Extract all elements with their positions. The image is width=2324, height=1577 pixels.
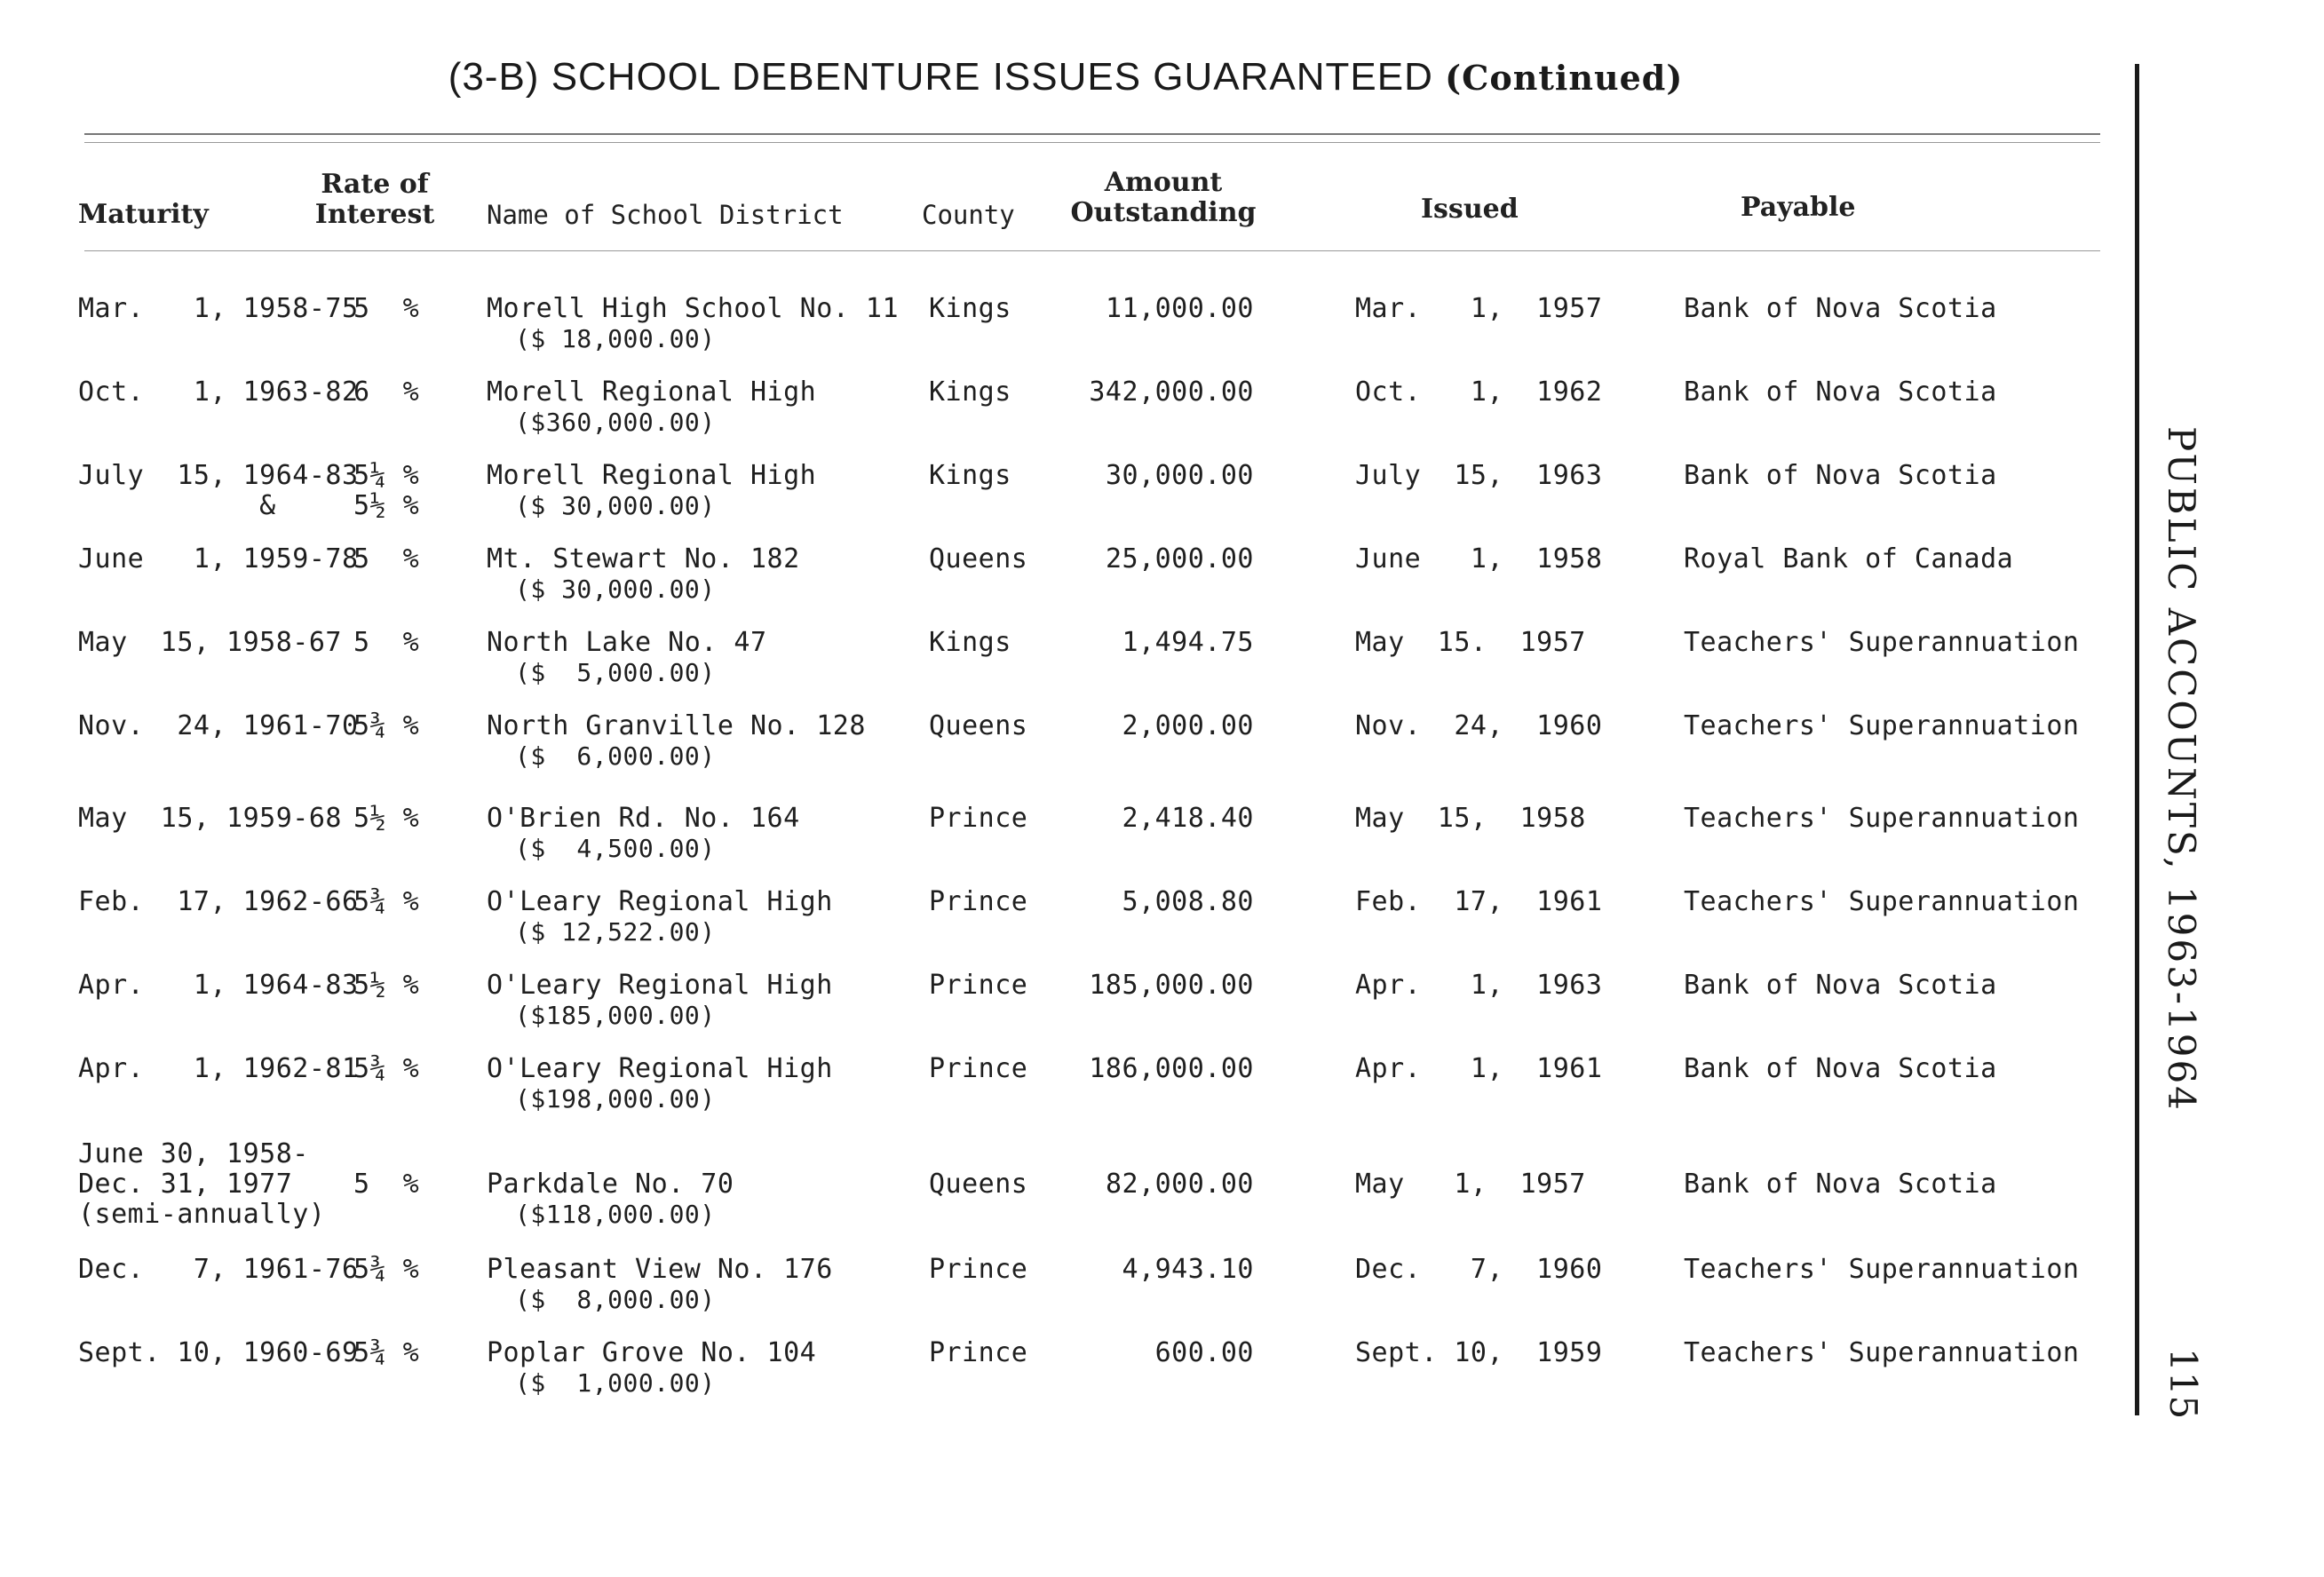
rate-cell: 5¼ % — [353, 460, 420, 491]
issued-cell: Apr. 1, 1963 — [1355, 970, 1603, 1001]
amount-cell: 2,000.00 — [1122, 710, 1254, 741]
district-cell: Parkdale No. 70 — [487, 1169, 734, 1200]
issued-cell: May 15. 1957 — [1355, 627, 1586, 658]
payable-cell: Bank of Nova Scotia — [1684, 1053, 1997, 1084]
issued-cell: Sept. 10, 1959 — [1355, 1337, 1603, 1368]
maturity-cell: Feb. 17, 1962-66 — [78, 886, 359, 917]
maturity-cell: June 30, 1958- — [78, 1138, 309, 1169]
header-district: Name of School District — [487, 200, 844, 230]
issued-cell: Oct. 1, 1962 — [1355, 376, 1603, 408]
county-cell: Kings — [929, 627, 1011, 658]
maturity-cell: June 1, 1959-78 — [78, 543, 359, 575]
amount-cell: 1,494.75 — [1122, 627, 1254, 658]
payable-cell: Teachers' Superannuation — [1684, 1337, 2080, 1368]
district-amount-cell: ($360,000.00) — [515, 408, 716, 437]
rate-cell: 5¾ % — [353, 710, 420, 741]
maturity-cell: May 15, 1958-67 — [78, 627, 342, 658]
maturity-cell: Mar. 1, 1958-75 — [78, 293, 359, 324]
header-amount-line1: Amount — [1104, 167, 1223, 198]
issued-cell: July 15, 1963 — [1355, 460, 1603, 491]
amount-cell: 600.00 — [1154, 1337, 1254, 1368]
district-cell: O'Brien Rd. No. 164 — [487, 803, 800, 834]
amount-cell: 4,943.10 — [1122, 1254, 1254, 1285]
district-amount-cell: ($118,000.00) — [515, 1200, 716, 1229]
title-main: (3-B) SCHOOL DEBENTURE ISSUES GUARANTEED — [448, 55, 1433, 99]
page-number: 115 — [2161, 1348, 2205, 1420]
district-cell: Morell Regional High — [487, 376, 817, 408]
title-continued: (Continued) — [1445, 58, 1684, 98]
rate-cell: 5½ % — [353, 803, 420, 834]
county-cell: Queens — [929, 710, 1028, 741]
county-cell: Kings — [929, 376, 1011, 408]
district-cell: North Lake No. 47 — [487, 627, 767, 658]
payable-cell: Teachers' Superannuation — [1684, 710, 2080, 741]
payable-cell: Bank of Nova Scotia — [1684, 1169, 1997, 1200]
amount-cell: 30,000.00 — [1105, 460, 1254, 491]
district-cell: Poplar Grove No. 104 — [487, 1337, 817, 1368]
payable-cell: Teachers' Superannuation — [1684, 1254, 2080, 1285]
county-cell: Kings — [929, 293, 1011, 324]
rate-cell: 5¾ % — [353, 1053, 420, 1084]
county-cell: Prince — [929, 1254, 1028, 1285]
district-amount-cell: ($ 6,000.00) — [515, 741, 716, 771]
payable-cell: Bank of Nova Scotia — [1684, 376, 1997, 408]
header-rate-line1: Rate of — [321, 169, 429, 200]
payable-cell: Teachers' Superannuation — [1684, 803, 2080, 834]
header-payable: Payable — [1741, 192, 1856, 223]
page-title — [0, 55, 2131, 99]
header-maturity: Maturity — [78, 199, 209, 230]
district-amount-cell: ($198,000.00) — [515, 1084, 716, 1113]
district-amount-cell: ($ 4,500.00) — [515, 834, 716, 863]
rate-cell: 5¾ % — [353, 886, 420, 917]
rate-cell: 5 % — [353, 1169, 420, 1200]
amount-cell: 2,418.40 — [1122, 803, 1254, 834]
district-cell: O'Leary Regional High — [487, 886, 833, 917]
amount-cell: 342,000.00 — [1089, 376, 1254, 408]
maturity-cell: Nov. 24, 1961-70 — [78, 710, 359, 741]
district-cell: North Granville No. 128 — [487, 710, 866, 741]
district-cell: Pleasant View No. 176 — [487, 1254, 833, 1285]
rate-cell: 5 % — [353, 627, 420, 658]
maturity-cell: Dec. 7, 1961-76 — [78, 1254, 359, 1285]
district-cell: O'Leary Regional High — [487, 970, 833, 1001]
district-amount-cell: ($ 30,000.00) — [515, 491, 716, 520]
maturity-cell: (semi-annually) — [78, 1199, 326, 1230]
district-amount-cell: ($ 8,000.00) — [515, 1285, 716, 1314]
amount-cell: 5,008.80 — [1122, 886, 1254, 917]
payable-cell: Teachers' Superannuation — [1684, 627, 2080, 658]
amount-cell: 25,000.00 — [1105, 543, 1254, 575]
rate-cell: 5½ % — [353, 490, 420, 521]
header-rate-line2: Interest — [314, 199, 435, 230]
maturity-cell: Sept. 10, 1960-69 — [78, 1337, 359, 1368]
maturity-cell: Apr. 1, 1964-83 — [78, 970, 359, 1001]
maturity-cell: Dec. 31, 1977 — [78, 1169, 293, 1200]
county-cell: Prince — [929, 1337, 1028, 1368]
rate-cell: 5 % — [353, 543, 420, 575]
issued-cell: Apr. 1, 1961 — [1355, 1053, 1603, 1084]
issued-cell: June 1, 1958 — [1355, 543, 1603, 575]
amount-cell: 186,000.00 — [1089, 1053, 1254, 1084]
county-cell: Kings — [929, 460, 1011, 491]
rate-cell: 5½ % — [353, 970, 420, 1001]
maturity-cell: May 15, 1959-68 — [78, 803, 342, 834]
district-cell: O'Leary Regional High — [487, 1053, 833, 1084]
district-amount-cell: ($ 12,522.00) — [515, 917, 716, 947]
rate-cell: 6 % — [353, 376, 420, 408]
maturity-cell: July 15, 1964-83 — [78, 460, 359, 491]
district-cell: Morell High School No. 11 — [487, 293, 900, 324]
district-amount-cell: ($ 1,000.00) — [515, 1368, 716, 1398]
amount-cell: 11,000.00 — [1105, 293, 1254, 324]
county-cell: Queens — [929, 543, 1028, 575]
district-amount-cell: ($ 18,000.00) — [515, 324, 716, 353]
payable-cell: Bank of Nova Scotia — [1684, 293, 1997, 324]
district-amount-cell: ($185,000.00) — [515, 1001, 716, 1030]
header-rule-top-thin — [84, 142, 2100, 143]
payable-cell: Royal Bank of Canada — [1684, 543, 2014, 575]
payable-cell: Bank of Nova Scotia — [1684, 970, 1997, 1001]
county-cell: Queens — [929, 1169, 1028, 1200]
county-cell: Prince — [929, 803, 1028, 834]
maturity-cell: Oct. 1, 1963-82 — [78, 376, 359, 408]
header-amount-line2: Outstanding — [1070, 197, 1257, 228]
payable-cell: Teachers' Superannuation — [1684, 886, 2080, 917]
maturity-cell: & — [78, 490, 276, 521]
payable-cell: Bank of Nova Scotia — [1684, 460, 1997, 491]
header-rule-bottom — [84, 250, 2100, 251]
header-county: County — [922, 200, 1015, 230]
header-rule-top — [84, 133, 2100, 135]
issued-cell: Mar. 1, 1957 — [1355, 293, 1603, 324]
issued-cell: May 15, 1958 — [1355, 803, 1586, 834]
county-cell: Prince — [929, 1053, 1028, 1084]
district-cell: Morell Regional High — [487, 460, 817, 491]
issued-cell: May 1, 1957 — [1355, 1169, 1586, 1200]
district-amount-cell: ($ 5,000.00) — [515, 658, 716, 687]
issued-cell: Nov. 24, 1960 — [1355, 710, 1603, 741]
rate-cell: 5¾ % — [353, 1254, 420, 1285]
amount-cell: 185,000.00 — [1089, 970, 1254, 1001]
county-cell: Prince — [929, 970, 1028, 1001]
district-cell: Mt. Stewart No. 182 — [487, 543, 800, 575]
rate-cell: 5¾ % — [353, 1337, 420, 1368]
margin-rule — [2135, 64, 2139, 1415]
district-amount-cell: ($ 30,000.00) — [515, 575, 716, 604]
amount-cell: 82,000.00 — [1105, 1169, 1254, 1200]
rate-cell: 5 % — [353, 293, 420, 324]
header-issued: Issued — [1421, 194, 1519, 225]
issued-cell: Feb. 17, 1961 — [1355, 886, 1603, 917]
issued-cell: Dec. 7, 1960 — [1355, 1254, 1603, 1285]
county-cell: Prince — [929, 886, 1028, 917]
maturity-cell: Apr. 1, 1962-81 — [78, 1053, 359, 1084]
running-head: PUBLIC ACCOUNTS, 1963-1964 — [2160, 426, 2203, 1113]
